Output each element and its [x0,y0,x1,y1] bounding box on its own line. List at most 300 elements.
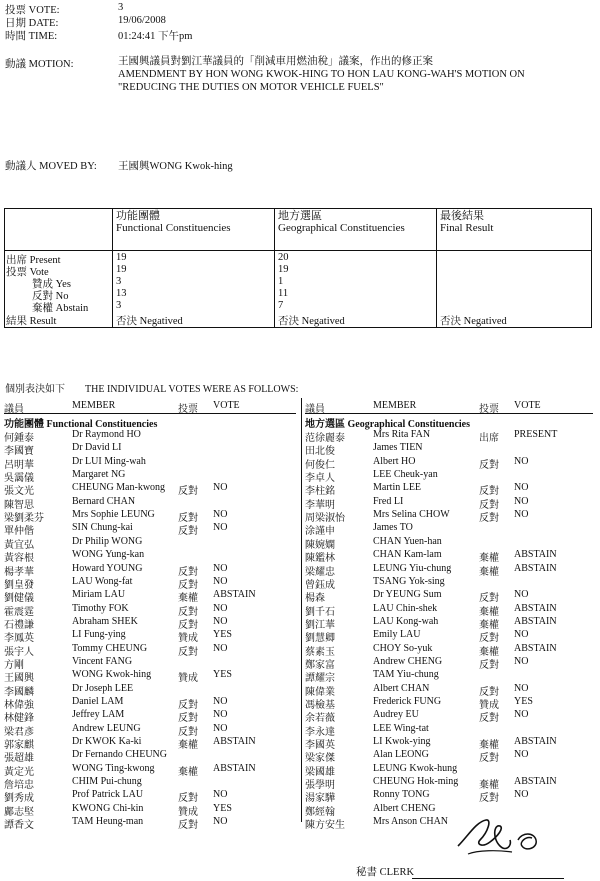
vote-en: ABSTAIN [514,736,557,748]
member-name-zh: 李國麟 [4,686,34,698]
member-name-en: WONG Yung-kan [72,549,145,561]
left-head-rule [4,413,296,414]
member-vote-row [305,643,600,656]
vote-en: NO [213,789,228,801]
member-name-zh: 李鳳英 [4,633,34,645]
member-vote-row [305,536,600,549]
member-name-zh: 劉皇發 [4,579,34,591]
member-name-en: Howard YOUNG [72,562,143,574]
member-name-en: Emily LAU [373,629,421,641]
vote-zh: 贊成 [178,673,198,685]
fc-present: 19 [116,252,127,263]
member-name-zh: 梁劉柔芬 [4,513,44,525]
member-vote-row [4,709,300,725]
member-name-zh: 梁耀忠 [305,566,335,578]
vote-en: ABSTAIN [514,562,557,574]
member-name-zh: 吳靄儀 [4,473,34,485]
member-name-en: Miriam LAU [72,589,126,601]
member-name-en: Margaret NG [72,469,126,481]
member-name-zh: 何鍾泰 [4,433,34,444]
member-name-zh: 湯家驊 [305,793,335,805]
vote-zh: 反對 [479,753,499,765]
right-head-vote-en: VOTE [514,400,541,411]
vote-zh: 棄權 [479,566,499,578]
gc-present: 20 [278,252,289,263]
vote-en: YES [213,669,232,681]
vote-en: YES [213,802,232,814]
member-name-zh: 詹培忠 [4,780,34,792]
member-name-zh: 石禮謙 [4,619,34,631]
member-vote-row [4,429,300,442]
member-name-zh: 李永達 [305,726,335,738]
member-name-zh: 黃宜弘 [4,539,34,551]
right-head-rule [305,413,593,414]
row-label-abstain: 棄權 Abstain [32,303,89,314]
member-name-zh: 何俊仁 [305,459,335,471]
vote-en: NO [213,816,228,828]
member-name-en: Timothy FOK [72,602,129,614]
vote-en: ABSTAIN [514,776,557,788]
member-name-en: Mrs Rita FAN [373,429,431,440]
member-name-zh: 鄺志堅 [4,806,34,818]
member-name-en: LAU Chin-shek [373,602,438,614]
vote-en: NO [514,682,529,694]
member-name-en: LI Kwok-ying [373,736,431,748]
member-vote-row [4,803,300,816]
member-name-zh: 范徐麗泰 [305,433,345,444]
member-vote-row [4,723,300,736]
vote-zh: 反對 [178,606,198,618]
gc-result: 否決 Negatived [278,316,345,327]
member-vote-row [4,749,300,765]
time-label: 時間 TIME: [5,31,58,42]
member-name-zh: 梁君彥 [4,726,34,738]
member-name-en: CHAN Yuen-han [373,535,442,547]
member-name-zh: 曾鈺成 [305,579,335,591]
vote-zh: 反對 [479,659,499,671]
member-vote-row [305,589,600,605]
vote-en: NO [514,495,529,507]
vote-zh: 棄權 [479,740,499,752]
vote-zh: 反對 [178,566,198,578]
fc-no: 13 [116,288,127,299]
member-vote-row [4,669,300,685]
member-name-en: LEE Cheuk-yan [373,469,438,481]
member-name-zh: 方剛 [4,659,24,671]
member-name-en: Dr Joseph LEE [72,682,134,694]
member-name-zh: 余若薇 [305,713,335,725]
vote-zh: 反對 [479,513,499,525]
member-vote-row [305,482,600,498]
member-vote-row [4,576,300,589]
member-name-zh: 梁家傑 [305,753,335,765]
member-name-en: CHOY So-yuk [373,642,433,654]
date-value: 19/06/2008 [118,15,166,26]
member-vote-row [305,763,600,776]
fc-yes: 3 [116,276,122,287]
member-vote-row [4,496,300,509]
vote-en: ABSTAIN [213,736,256,748]
member-vote-row [4,536,300,549]
member-vote-row [305,509,600,525]
member-vote-row [305,723,600,736]
member-name-en: WONG Kwok-hing [72,669,152,681]
member-vote-row [305,656,600,669]
fc-heading-zh: 功能團體 [116,210,160,222]
vote-en: NO [514,749,529,761]
member-name-zh: 鄭家富 [305,659,335,671]
member-name-zh: 馮檢基 [305,700,335,711]
member-vote-row [4,482,300,498]
member-name-en: Mrs Selina CHOW [373,509,450,521]
vote-en: NO [514,455,529,467]
member-name-en: Dr Philip WONG [72,535,143,547]
vote-en: NO [213,602,228,614]
member-vote-row [4,469,300,485]
member-vote-row [4,763,300,776]
member-name-zh: 霍震霆 [4,606,34,618]
member-name-en: Albert CHAN [373,682,430,694]
vote-zh: 反對 [479,593,499,605]
member-name-en: Abraham SHEK [72,615,138,627]
member-vote-row [305,429,600,442]
left-head-vote-en: VOTE [213,400,240,411]
vote-en: NO [213,696,228,707]
member-name-en: Bernard CHAN [72,495,136,507]
mover-label: 動議人 MOVED BY: [5,161,97,172]
vote-zh: 反對 [178,646,198,658]
vote-en: NO [514,589,529,601]
member-name-en: Dr YEUNG Sum [373,589,442,601]
member-name-en: CHAN Kam-lam [373,549,442,561]
member-name-zh: 陳婉嫻 [305,539,335,551]
member-name-zh: 楊孝華 [4,566,34,578]
left-head-member-en: MEMBER [72,400,116,411]
right-section-heading: 地方選區 Geographical Constituencies [305,419,470,430]
row-label-vote: 投票 Vote [6,267,49,278]
member-name-en: KWONG Chi-kin [72,802,144,814]
member-vote-row [305,709,600,725]
member-name-en: Dr Fernando CHEUNG [72,749,167,761]
member-name-zh: 張超雄 [4,753,34,765]
vote-zh: 贊成 [178,806,198,818]
clerk-signature-line [412,878,564,879]
member-name-en: LAU Kong-wah [373,615,439,627]
member-name-en: Ronny TONG [373,789,430,801]
gc-heading-zh: 地方選區 [278,210,322,222]
member-vote-row [305,696,600,709]
time-value: 01:24:41 下午pm [118,31,193,42]
member-name-en: Dr Raymond HO [72,429,141,440]
member-name-zh: 張宇人 [4,646,34,658]
member-name-en: Frederick FUNG [373,696,442,707]
member-vote-row [4,816,300,832]
member-name-zh: 劉慧卿 [305,633,335,645]
member-vote-row [4,522,300,538]
motion-title-en-2: "REDUCING THE DUTIES ON MOTOR VEHICLE FUELS" [118,82,384,93]
member-name-en: CHEUNG Hok-ming [373,776,459,788]
member-name-en: Mrs Anson CHAN [373,816,449,828]
vote-zh: 反對 [178,726,198,738]
vote-zh: 棄權 [479,606,499,618]
member-vote-row [305,736,600,752]
vote-zh: 反對 [479,633,499,645]
member-vote-row [4,736,300,752]
vote-zh: 反對 [178,486,198,498]
member-name-en: Daniel LAM [72,696,124,707]
member-name-en: LI Fung-ying [72,629,126,641]
member-vote-row [305,496,600,509]
member-name-zh: 李國英 [305,740,335,752]
fc-vote: 19 [116,264,127,275]
final-heading-zh: 最後結果 [440,210,484,222]
vote-en: ABSTAIN [514,642,557,654]
vote-zh: 反對 [178,619,198,631]
vote-zh: 反對 [178,713,198,725]
member-name-en: LEUNG Kwok-hung [373,762,458,774]
vote-zh: 棄權 [178,593,198,605]
member-name-zh: 梁國雄 [305,766,335,778]
member-name-zh: 楊森 [305,593,325,605]
vote-en: ABSTAIN [514,615,557,627]
vote-en: NO [514,655,529,667]
vote-zh: 出席 [479,433,499,444]
member-vote-row [305,629,600,645]
motion-title-zh: 王國興議員對劉江華議員的「削減車用燃油稅」議案，作出的修正案 [118,56,433,67]
vote-number-label: 投票 VOTE: [5,5,60,16]
member-name-zh: 陳方安生 [305,820,345,832]
vote-en: NO [514,482,529,494]
vote-en: NO [514,789,529,801]
member-name-zh: 鄭經翰 [305,806,335,818]
member-name-zh: 劉千石 [305,606,335,618]
final-heading-en: Final Result [440,222,494,234]
member-name-en: CHEUNG Man-kwong [72,482,166,494]
member-name-zh: 林健鋒 [4,713,34,725]
motion-label: 動議 MOTION: [5,59,74,70]
member-vote-row [4,696,300,709]
vote-zh: 反對 [178,513,198,525]
member-vote-row [305,749,600,765]
member-vote-row [4,442,300,458]
member-name-zh: 田北俊 [305,446,335,458]
vote-en: NO [213,522,228,534]
member-name-en: LEUNG Yiu-chung [373,562,452,574]
member-name-en: Andrew CHENG [373,655,443,667]
summary-col-divider [436,208,437,328]
member-vote-row [305,616,600,629]
vote-zh: 棄權 [178,740,198,752]
left-head-vote-zh: 投票 [178,404,198,415]
member-vote-row [305,576,600,589]
member-name-en: Dr David LI [72,442,122,454]
member-name-zh: 李國寶 [4,446,34,458]
member-name-en: SIN Chung-kai [72,522,133,534]
member-name-en: Mrs Sophie LEUNG [72,509,155,521]
member-name-en: LEE Wing-tat [373,722,429,734]
left-section-heading: 功能團體 Functional Constituencies [4,419,158,430]
vote-zh: 棄權 [178,766,198,778]
vote-en: ABSTAIN [213,762,256,774]
vote-en: NO [213,615,228,627]
member-vote-row [305,789,600,805]
member-name-en: TAM Heung-man [72,816,144,828]
member-name-zh: 李卓人 [305,473,335,485]
gc-heading [278,210,405,234]
member-name-zh: 譚耀宗 [305,673,335,685]
member-vote-row [305,456,600,469]
member-name-zh: 陳鑑林 [305,553,335,565]
member-name-zh: 郭家麒 [4,740,34,752]
final-heading [440,210,493,234]
vote-zh: 棄權 [479,780,499,792]
member-name-en: LAU Wong-fat [72,575,133,587]
vote-number: 3 [118,2,124,13]
member-name-en: Jeffrey LAM [72,709,125,721]
vote-zh: 反對 [479,713,499,725]
row-label-present: 出席 Present [6,255,61,266]
fc-result: 否決 Negatived [116,316,183,327]
member-vote-row [4,616,300,629]
member-vote-row [4,683,300,696]
gc-abstain: 7 [278,300,284,311]
clerk-label: 秘書 CLERK [356,867,415,878]
member-name-en: TAM Yiu-chung [373,669,439,681]
member-name-en: Dr KWOK Ka-ki [72,736,142,748]
fc-heading [116,210,231,234]
member-name-zh: 黃容根 [4,553,34,565]
vote-en: NO [514,629,529,641]
member-name-zh: 張文光 [4,486,34,498]
member-name-en: Dr LUI Ming-wah [72,455,146,467]
member-name-zh: 周梁淑怡 [305,513,345,525]
summary-header-rule [4,250,592,251]
member-name-zh: 劉健儀 [4,593,34,605]
member-vote-row [305,549,600,565]
member-name-en: James TIEN [373,442,423,454]
member-name-zh: 蔡素玉 [305,646,335,658]
vote-zh: 反對 [178,526,198,538]
vote-zh: 棄權 [479,646,499,658]
vote-en: NO [213,642,228,654]
member-name-en: Albert CHENG [373,802,436,814]
vote-zh: 棄權 [479,619,499,631]
member-name-en: Albert HO [373,455,416,467]
member-name-zh: 譚香文 [4,820,34,832]
left-head-member-zh: 議員 [4,404,24,415]
gc-no: 11 [278,288,289,299]
summary-table [4,208,594,328]
vote-zh: 反對 [479,686,499,698]
member-vote-row [4,643,300,656]
column-divider [301,398,302,822]
member-name-zh: 黃定光 [4,766,34,778]
individual-votes-table [4,398,594,830]
right-head-member-zh: 議員 [305,404,325,415]
vote-zh: 反對 [178,700,198,711]
member-vote-row [4,603,300,616]
member-name-en: Vincent FANG [72,655,133,667]
member-name-en: TSANG Yok-sing [373,575,445,587]
vote-en: ABSTAIN [514,549,557,561]
summary-col-divider [274,208,275,328]
member-vote-row [305,522,600,538]
member-name-zh: 單仲偕 [4,526,34,538]
motion-title-en-1: AMENDMENT BY HON WONG KWOK-HING TO HON LAU KONG-WAH'S MOTION ON [118,69,525,80]
clerk-signature [448,806,568,864]
vote-zh: 反對 [178,793,198,805]
member-name-zh: 王國興 [4,673,34,685]
member-name-en: Tommy CHEUNG [72,642,148,654]
member-name-en: CHIM Pui-chung [72,776,142,788]
member-vote-row [4,789,300,805]
member-vote-row [4,509,300,525]
fc-heading-en: Functional Constituencies [116,222,231,234]
vote-zh: 反對 [479,486,499,498]
member-name-zh: 林偉強 [4,700,34,711]
vote-en: ABSTAIN [514,602,557,614]
vote-zh: 反對 [479,459,499,471]
member-vote-row [4,563,300,576]
gc-heading-en: Geographical Constituencies [278,222,405,234]
vote-zh: 贊成 [178,633,198,645]
vote-en: ABSTAIN [213,589,256,601]
member-vote-row [4,549,300,565]
member-name-en: Alan LEONG [373,749,429,761]
member-name-en: Andrew LEUNG [72,722,141,734]
vote-en: NO [213,509,228,521]
right-head-vote-zh: 投票 [479,404,499,415]
member-vote-row [4,629,300,645]
row-label-result: 結果 Result [6,316,57,327]
row-label-yes: 贊成 Yes [32,279,71,290]
vote-en: NO [213,722,228,734]
vote-en: NO [514,709,529,721]
vote-zh: 贊成 [479,700,499,711]
vote-zh: 反對 [479,793,499,805]
member-vote-row [305,442,600,458]
vote-en: PRESENT [514,429,558,440]
row-label-no: 反對 No [32,291,69,302]
vote-en: YES [514,696,533,707]
member-vote-row [4,656,300,669]
vote-zh: 反對 [479,499,499,511]
member-name-zh: 涂謹申 [305,526,335,538]
final-result: 否決 Negatived [440,316,507,327]
member-name-en: WONG Ting-kwong [72,762,155,774]
member-name-zh: 劉江華 [305,619,335,631]
member-name-en: Martin LEE [373,482,422,494]
fc-abstain: 3 [116,300,122,311]
vote-zh: 棄權 [479,553,499,565]
member-name-en: James TO [373,522,413,534]
member-vote-row [305,563,600,576]
date-label: 日期 DATE: [5,18,59,29]
member-vote-row [305,669,600,685]
member-name-zh: 劉秀成 [4,793,34,805]
member-vote-row [305,683,600,696]
vote-en: NO [213,575,228,587]
member-name-zh: 張學明 [305,780,335,792]
member-name-zh: 李柱銘 [305,486,335,498]
gc-vote: 19 [278,264,289,275]
gc-yes: 1 [278,276,284,287]
vote-en: NO [213,482,228,494]
member-name-zh: 李華明 [305,499,335,511]
member-name-en: Fred LI [373,495,404,507]
summary-col-divider [112,208,113,328]
vote-en: NO [514,509,529,521]
